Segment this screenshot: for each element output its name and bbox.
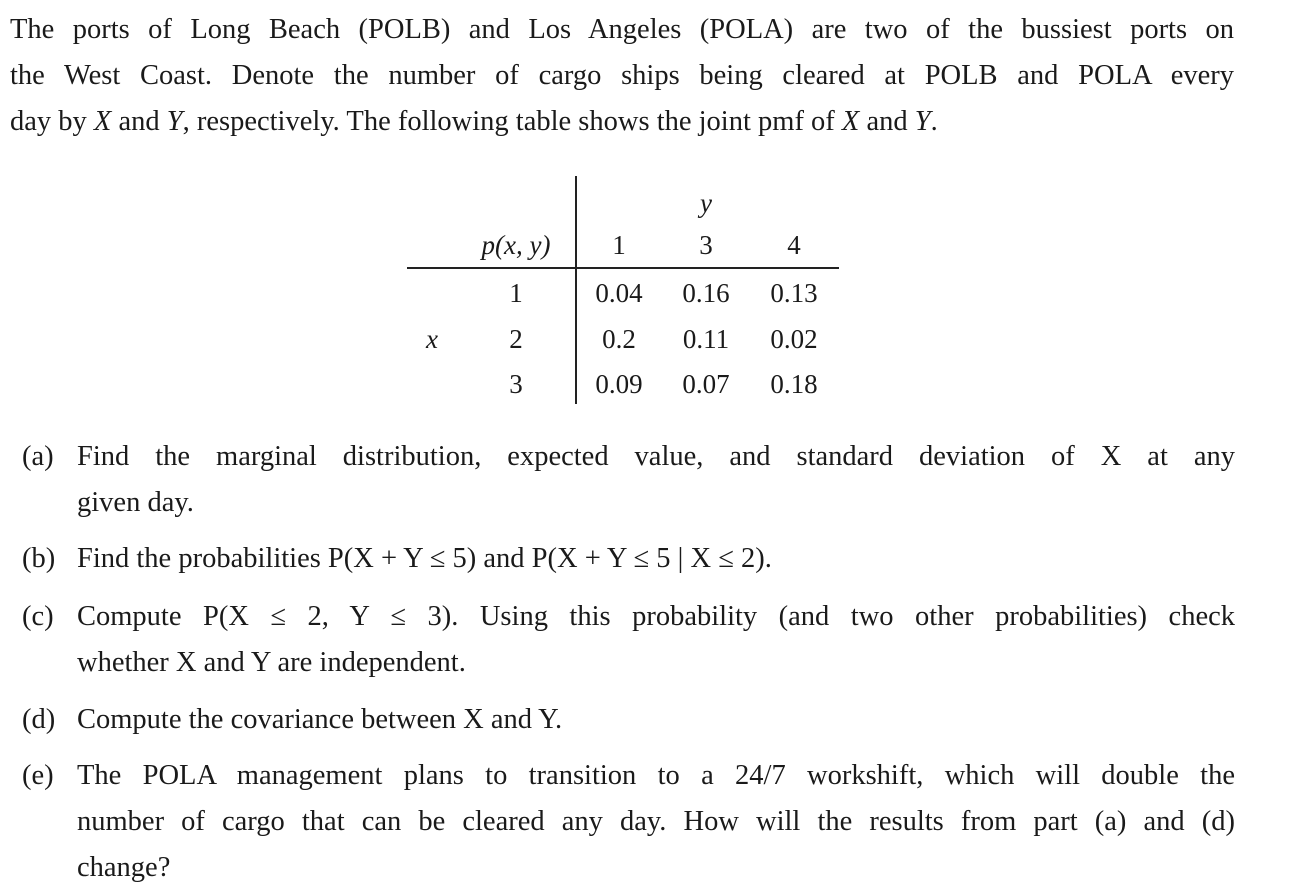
question-b-text: Find the probabilities P(X + Y ≤ 5) and P(X + Y ≤ 5 | X ≤ 2). [77, 543, 772, 574]
question-c-label: (c) [22, 601, 54, 632]
intro-text: . [930, 106, 938, 137]
intro-line-2: the West Coast. Denote the number of cargo ships being cleared at POLB and POLA every [10, 60, 1234, 91]
question-e-line-1: The POLA management plans to transition to a 24/7 workshift, which will double the [77, 760, 1235, 791]
question-b-label: (b) [22, 543, 56, 574]
var-x: X [93, 106, 112, 137]
x-value: 2 [509, 324, 523, 354]
question-c-line-1: Compute P(X ≤ 2, Y ≤ 3). Using this probability (and two other probabilities) check [77, 601, 1235, 632]
intro-line-3 [10, 108, 938, 137]
question-c-line-2: whether X and Y are independent. [77, 647, 466, 678]
y-value: 1 [612, 230, 626, 260]
var-x: X [841, 106, 860, 137]
table-vertical-rule [575, 176, 577, 404]
table-cell: 0.09 [595, 369, 643, 399]
question-a-label: (a) [22, 441, 54, 472]
table-horizontal-rule [407, 267, 839, 269]
table-cell: 0.07 [682, 369, 730, 399]
question-a-line-1: Find the marginal distribution, expected value, and standard deviation of X at any [77, 441, 1235, 472]
intro-line-1: The ports of Long Beach (POLB) and Los Angeles (POLA) are two of the bussiest ports on [10, 14, 1234, 45]
var-y: Y [914, 106, 931, 137]
question-d-label: (d) [22, 704, 56, 735]
x-variable-label: x [426, 324, 438, 354]
question-e-line-3: change? [77, 852, 171, 883]
table-cell: 0.04 [595, 278, 643, 308]
question-a-line-2: given day. [77, 487, 194, 518]
table-cell: 0.2 [602, 324, 636, 354]
var-y: Y [166, 106, 183, 137]
table-cell: 0.16 [682, 278, 730, 308]
table-cell: 0.11 [682, 324, 730, 354]
question-e-label: (e) [22, 760, 54, 791]
y-value: 3 [699, 230, 713, 260]
intro-text: day by [10, 106, 94, 137]
y-value: 4 [787, 230, 801, 260]
table-cell: 0.02 [770, 324, 818, 354]
table-cell: 0.13 [770, 278, 818, 308]
table-cell: 0.18 [770, 369, 818, 399]
x-value: 3 [509, 369, 523, 399]
x-value: 1 [509, 278, 523, 308]
intro-text: , respectively. The following table shows the joint pmf of [182, 106, 842, 137]
pmf-header-label: p(x, y) [481, 230, 551, 260]
y-variable-label: y [700, 188, 712, 218]
question-e-line-2: number of cargo that can be cleared any day. How will the results from part (a) and (d) [77, 806, 1235, 837]
intro-text: and [111, 106, 167, 137]
intro-text: and [859, 106, 915, 137]
question-d-text: Compute the covariance between X and Y. [77, 704, 563, 735]
